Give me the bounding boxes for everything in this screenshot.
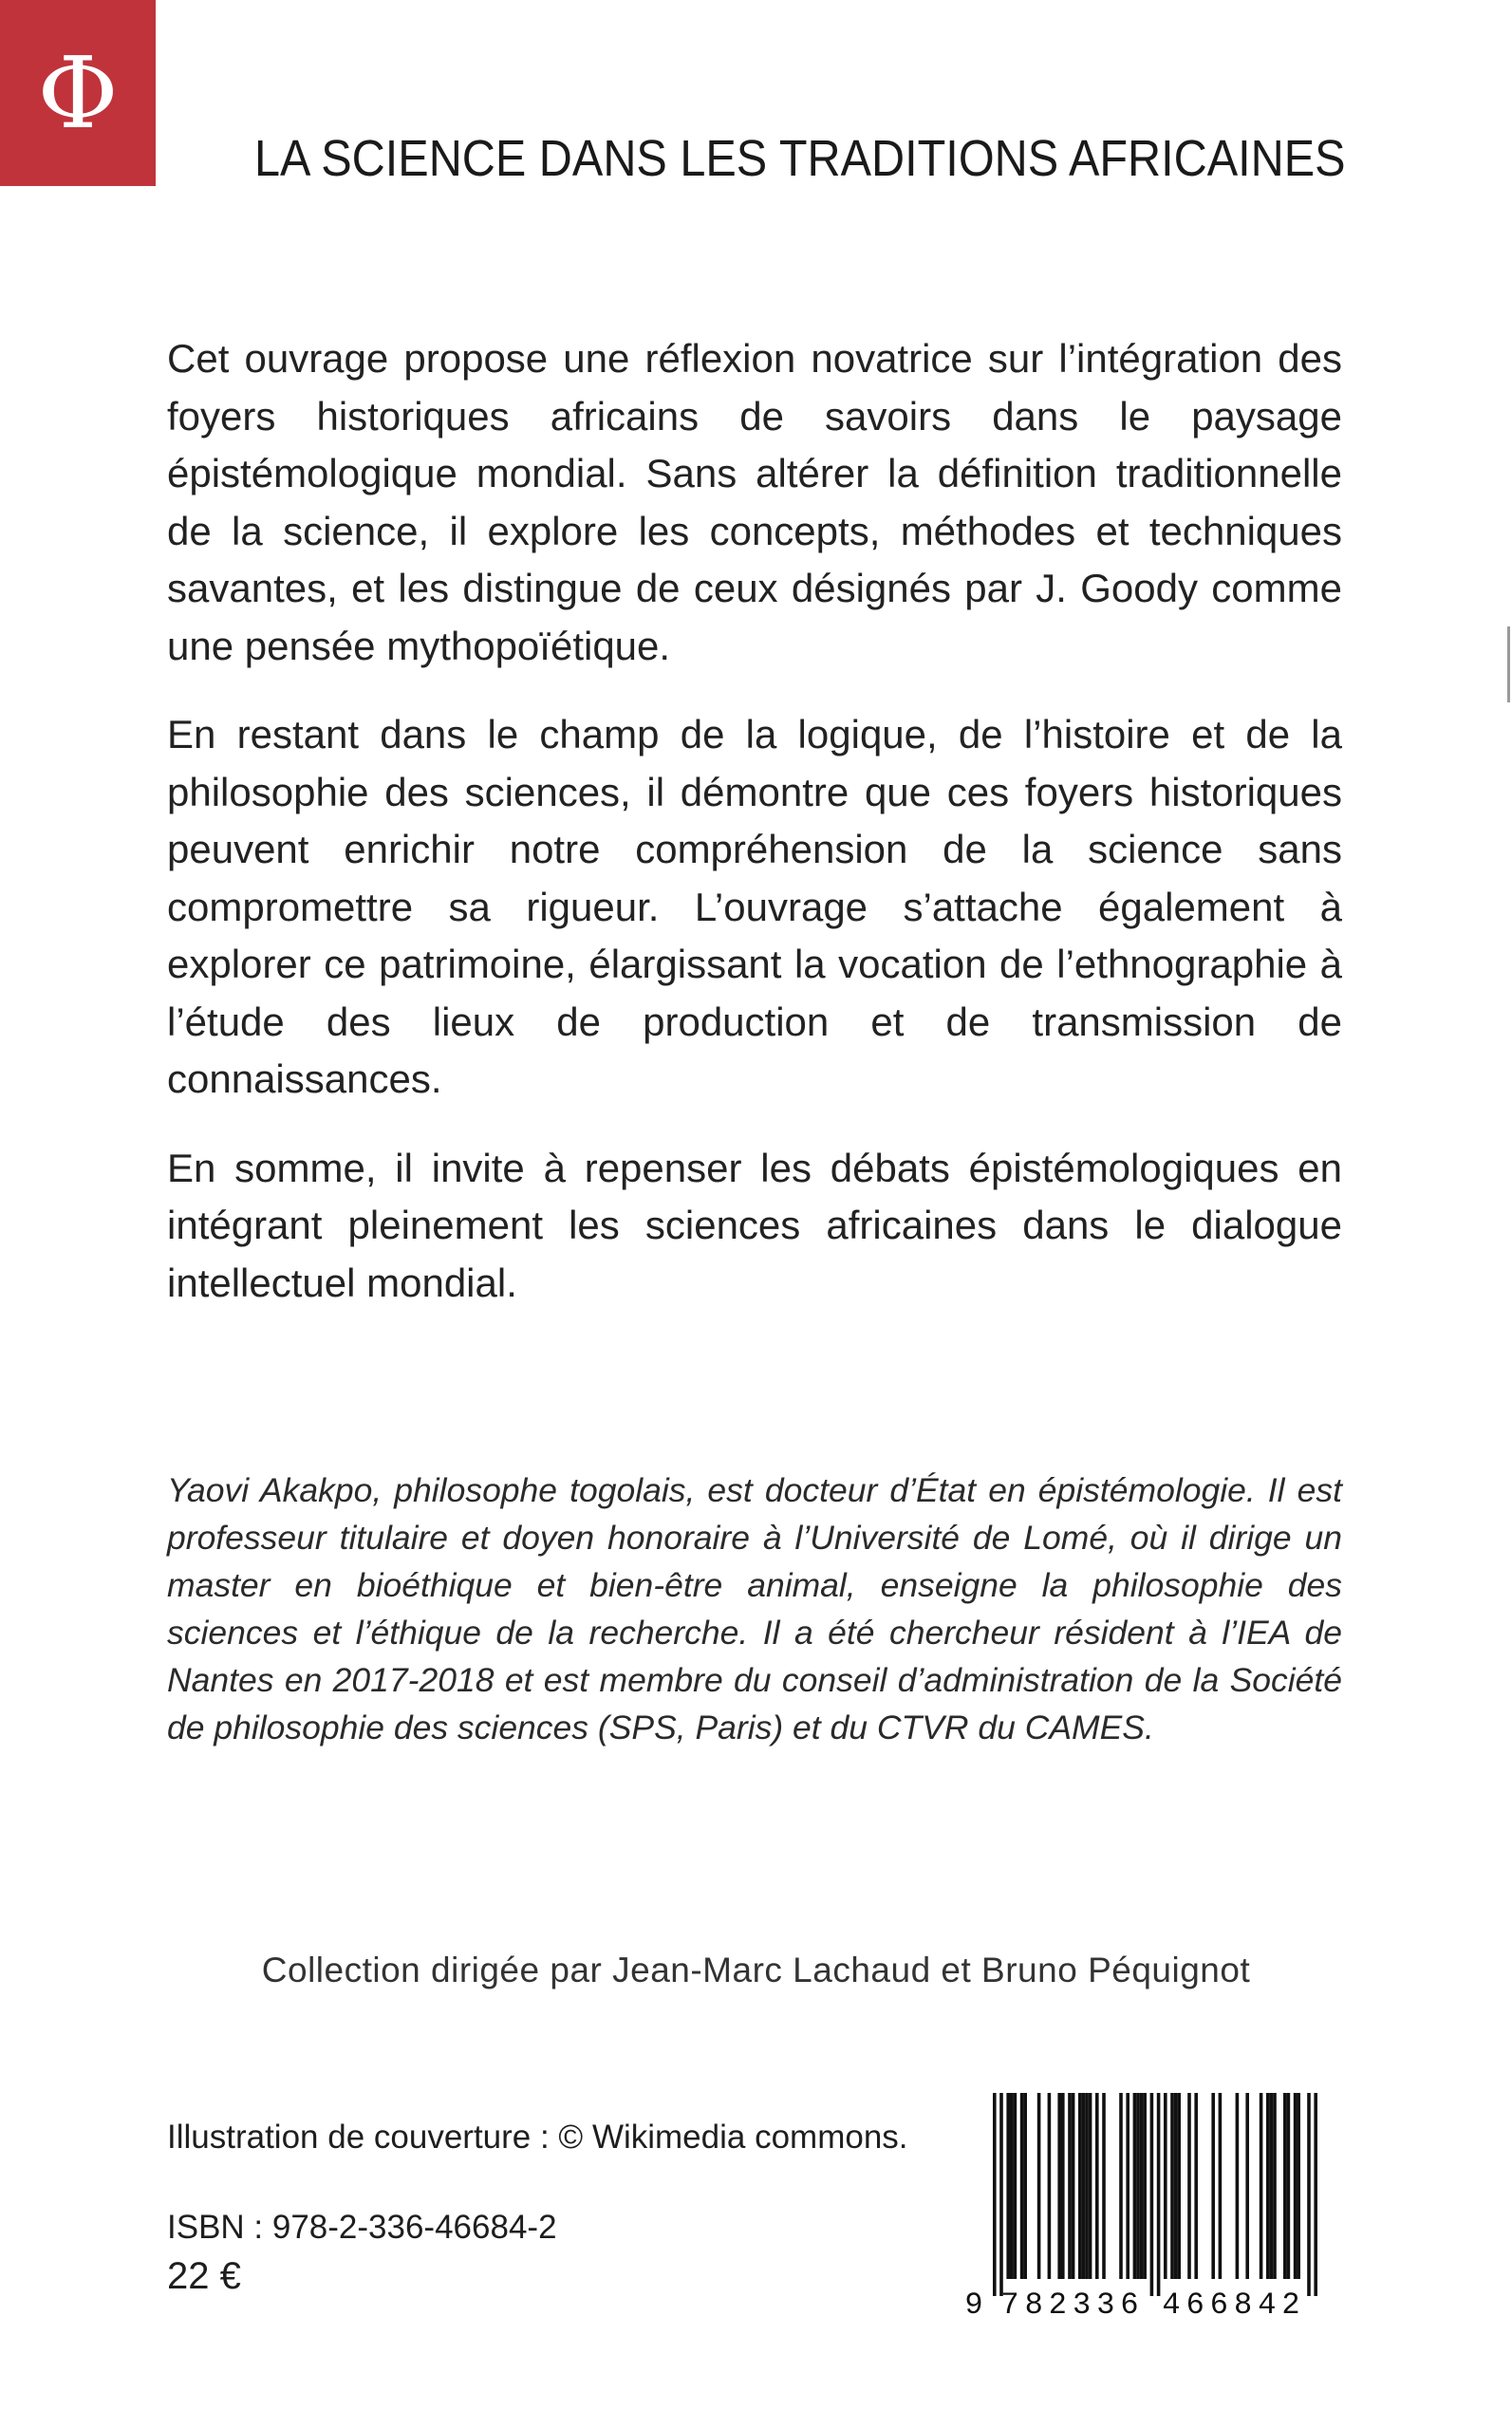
collection-credit: Collection dirigée par Jean-Marc Lachaud et Bruno Péquignot	[261, 1951, 1251, 1989]
barcode-bar	[1307, 2093, 1311, 2296]
barcode-bar	[1061, 2093, 1065, 2279]
barcode-bar	[1270, 2093, 1274, 2279]
barcode-digits-right: 466842	[1162, 2288, 1306, 2321]
barcode-bar	[1082, 2093, 1086, 2279]
barcode-bar	[1187, 2093, 1191, 2279]
isbn: ISBN : 978-2-336-46684-2	[167, 2209, 557, 2246]
isbn-barcode	[959, 2093, 1338, 2321]
barcode-bar	[1068, 2093, 1072, 2279]
barcode-bar	[1057, 2093, 1061, 2279]
author-name: Yaovi Akakpo	[167, 1471, 373, 1509]
barcode-bars	[993, 2093, 1317, 2296]
barcode-bar	[1260, 2093, 1263, 2279]
back-cover-description	[167, 330, 1342, 1343]
barcode-bar	[1102, 2093, 1106, 2279]
barcode-bar	[1283, 2093, 1287, 2279]
price: 22 €	[167, 2255, 241, 2297]
barcode-graphic	[959, 2093, 1338, 2321]
barcode-bar	[1174, 2093, 1178, 2279]
barcode-digits-left: 782336	[1000, 2288, 1145, 2321]
barcode-bar	[1095, 2093, 1099, 2279]
description-paragraph: En somme, il invite à repenser les débats épistémologiques en intégrant pleinement les sciences africaines dans le dialogue intellectuel mondial.	[167, 1145, 1342, 1305]
barcode-bar	[1157, 2093, 1161, 2296]
barcode-bar	[1297, 2093, 1300, 2279]
barcode-bar	[1164, 2093, 1167, 2279]
barcode-bar	[1194, 2093, 1198, 2279]
barcode-bar	[1314, 2093, 1317, 2296]
barcode-bar	[1078, 2093, 1082, 2279]
barcode-bar	[1006, 2093, 1010, 2279]
barcode-bar	[1236, 2093, 1240, 2279]
barcode-bar	[1014, 2093, 1017, 2279]
phi-logo-icon: Φ	[37, 35, 119, 151]
barcode-bar	[1170, 2093, 1174, 2279]
author-bio-text: , philosophe togolais, est docteur d’État en épistémologie. Il est professeur titulaire et doyen honoraire à l’Université de Lomé, où il dirige un master en bioéthique et bien-être animal, enseigne la philosophie des sciences et l’éthique de la recherche. Il a été chercheur résident à l’IEA de Nantes en 2017-2018 et est membre du conseil d’administration de la Société de philosophie des sciences (SPS, Paris) et du CTVR du CAMES.	[167, 1471, 1343, 1746]
barcode-bar	[1126, 2093, 1129, 2279]
barcode-bar	[1010, 2093, 1014, 2279]
barcode-bar	[1211, 2093, 1215, 2279]
barcode-bar	[1048, 2093, 1052, 2279]
barcode-bar	[1119, 2093, 1123, 2279]
barcode-bar	[1143, 2093, 1147, 2279]
author-bio	[167, 1466, 1342, 1751]
barcode-bar	[1273, 2093, 1277, 2279]
barcode-bar	[1085, 2093, 1089, 2279]
barcode-bar	[999, 2093, 1003, 2296]
barcode-bar	[1133, 2093, 1137, 2279]
barcode-bar	[1150, 2093, 1154, 2296]
barcode-bar	[1020, 2093, 1024, 2279]
barcode-bar	[1294, 2093, 1297, 2279]
barcode-bar	[1037, 2093, 1041, 2279]
barcode-bar	[1177, 2093, 1181, 2279]
barcode-bar	[1023, 2093, 1027, 2279]
barcode-bar	[1136, 2093, 1140, 2279]
barcode-bar	[993, 2093, 997, 2296]
barcode-bar	[1089, 2093, 1092, 2279]
barcode-bar	[1266, 2093, 1270, 2279]
cover-illustration-credit: Illustration de couverture : © Wikimedia commons.	[167, 2119, 908, 2156]
barcode-bar	[1287, 2093, 1291, 2279]
barcode-bar	[1072, 2093, 1075, 2279]
book-title: LA SCIENCE DANS LES TRADITIONS AFRICAINES	[254, 130, 1346, 187]
barcode-digit-lead: 9	[964, 2288, 983, 2321]
edge-mark	[1507, 626, 1510, 702]
barcode-bar	[1245, 2093, 1249, 2279]
description-paragraph: En restant dans le champ de la logique, de l’histoire et de la philosophie des sciences, il démontre que ces foyers historiques peuvent enrichir notre compréhension de la science sans compromettre sa rigueur. L’ouvrage s’attache également à explorer ce patrimoine, élargissant la vocation de l’ethnographie à l’étude des lieux de production et de transmission de connaissances.	[167, 712, 1342, 1101]
publisher-logo	[0, 0, 156, 186]
description-paragraph: Cet ouvrage propose une réflexion novatrice sur l’intégration des foyers historiques africains de savoirs dans le paysage épistémologique mondial. Sans altérer la définition traditionnelle de la science, il explore les concepts, méthodes et techniques savantes, et les distingue de ceux désignés par J. Goody comme une pensée mythopoïétique.	[167, 336, 1342, 668]
barcode-bar	[1219, 2093, 1223, 2279]
barcode-bar	[1140, 2093, 1144, 2279]
